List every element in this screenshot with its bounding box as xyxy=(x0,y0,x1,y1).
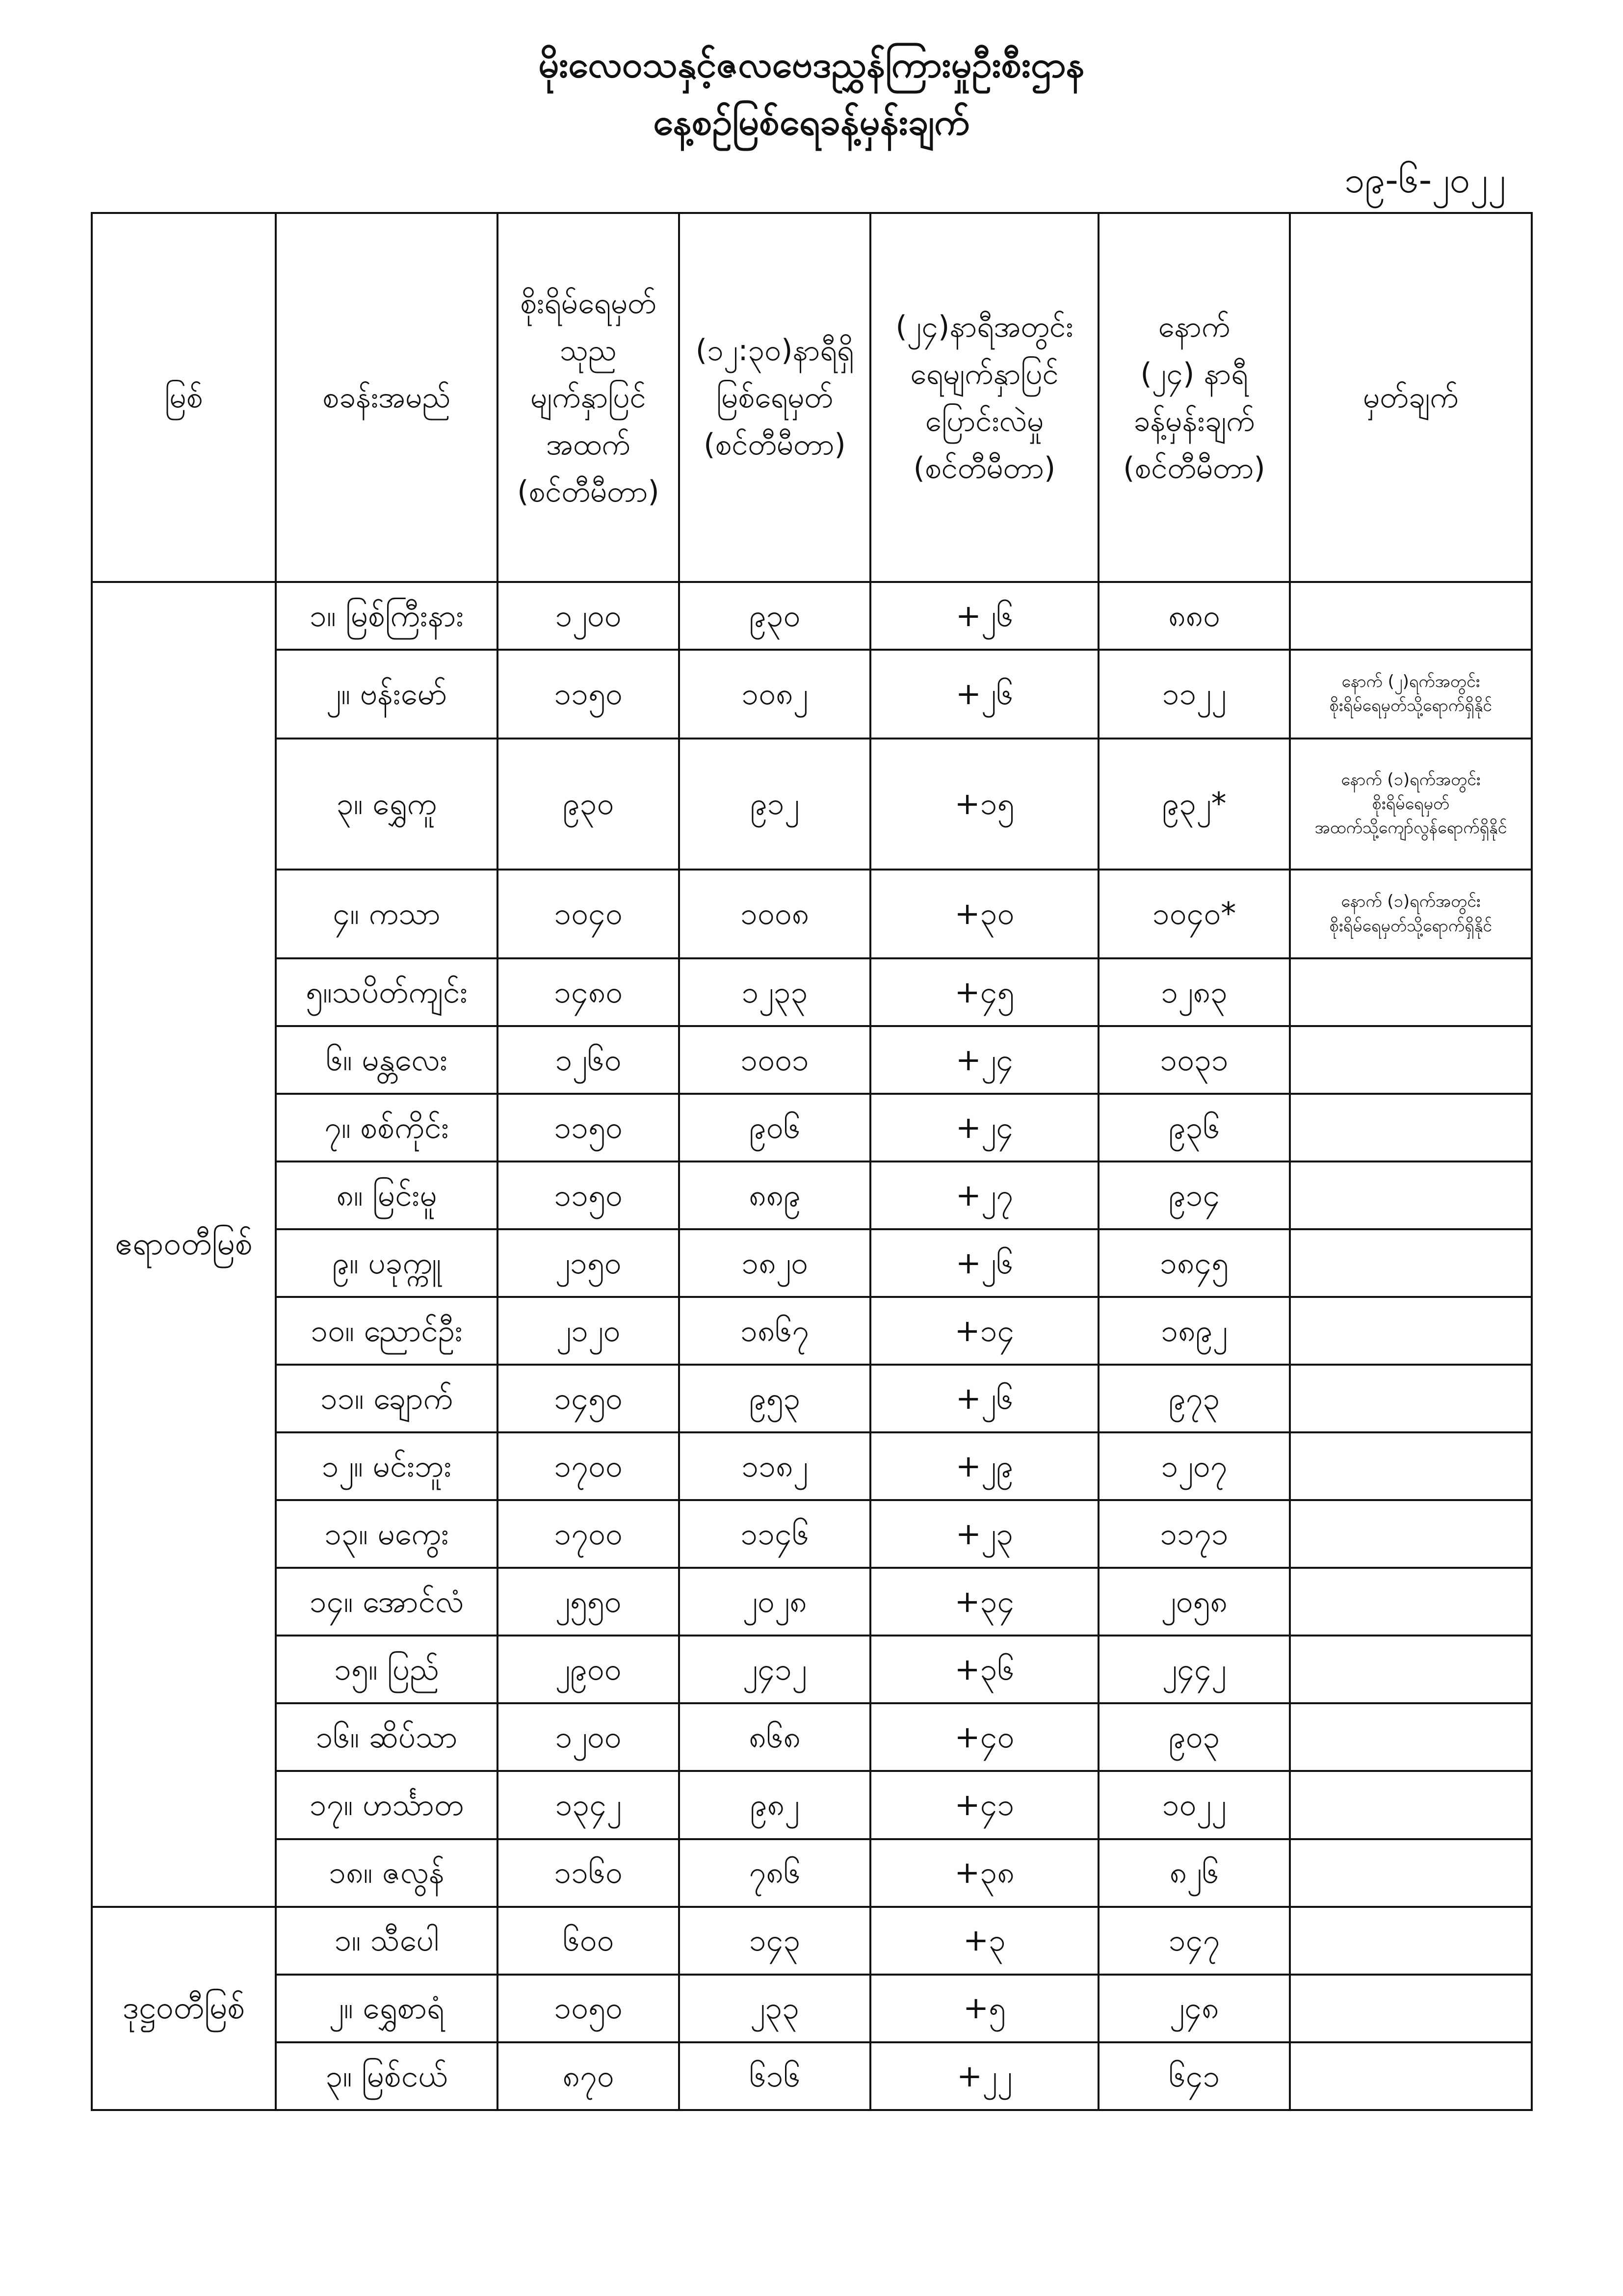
table-row xyxy=(92,1432,1532,1500)
forecast-cell: ၉၃၂* xyxy=(1099,739,1290,870)
remark-cell xyxy=(1290,1297,1532,1365)
change-cell: +၃ xyxy=(870,1907,1099,1975)
change-cell: +၂၉ xyxy=(870,1432,1099,1500)
change-cell: +၄၅ xyxy=(870,958,1099,1026)
forecast-cell: ၁၀၄၀* xyxy=(1099,870,1290,958)
river-name-cell: ဧရာဝတီမြစ် xyxy=(92,582,276,1907)
table-row xyxy=(92,1161,1532,1229)
change-cell: +၂၂ xyxy=(870,2042,1099,2110)
page-title: မိုးလေဝသနှင့်ဇလဗေဒညွှန်ကြားမှုဦးစီးဌာန xyxy=(538,44,1085,86)
current-level-cell: ၁၀၈၂ xyxy=(679,650,870,739)
column-header-danger-level: စိုးရိမ်ရေမှတ် သုည မျက်နှာပြင် အထက် (စင်တီမီတာ) xyxy=(497,213,679,582)
change-cell: +၃၆ xyxy=(870,1636,1099,1703)
forecast-cell: ၁၈၄၅ xyxy=(1099,1229,1290,1297)
current-level-cell: ၈၈၉ xyxy=(679,1161,870,1229)
table-row xyxy=(92,1703,1532,1771)
current-level-cell: ၉၃၀ xyxy=(679,582,870,650)
forecast-cell: ၁၄၇ xyxy=(1099,1907,1290,1975)
table-row xyxy=(92,1094,1532,1161)
remark-cell: နောက် (၁)ရက်အတွင်း စိုးရိမ်ရေမှတ်သို့ရောက်ရှိနိုင် xyxy=(1290,870,1532,958)
station-cell: ၅။သပိတ်ကျင်း xyxy=(276,958,497,1026)
remark-cell xyxy=(1290,958,1532,1026)
current-level-cell: ၁၈၆၇ xyxy=(679,1297,870,1365)
table-row xyxy=(92,739,1532,870)
change-cell: +၂၆ xyxy=(870,582,1099,650)
forecast-cell: ၂၄၈ xyxy=(1099,1975,1290,2042)
change-cell: +၂၆ xyxy=(870,650,1099,739)
current-level-cell: ၂၃၃ xyxy=(679,1975,870,2042)
current-level-cell: ၁၁၈၂ xyxy=(679,1432,870,1500)
table-row xyxy=(92,650,1532,739)
remark-cell xyxy=(1290,1703,1532,1771)
forecast-cell: ၆၄၁ xyxy=(1099,2042,1290,2110)
change-cell: +၃၄ xyxy=(870,1568,1099,1636)
column-header-current-level: (၁၂:၃၀)နာရီရှိ မြစ်ရေမှတ် (စင်တီမီတာ) xyxy=(679,213,870,582)
current-level-cell: ၁၀၀၁ xyxy=(679,1026,870,1094)
station-cell: ၁။ သီပေါ xyxy=(276,1907,497,1975)
station-cell: ၂။ ဗန်းမော် xyxy=(276,650,497,739)
station-cell: ၁၈။ ဇလွန် xyxy=(276,1839,497,1907)
current-level-cell: ၈၆၈ xyxy=(679,1703,870,1771)
forecast-cell: ၁၀၂၂ xyxy=(1099,1771,1290,1839)
danger-level-cell: ၁၂၆၀ xyxy=(497,1026,679,1094)
danger-level-cell: ၁၄၅၀ xyxy=(497,1365,679,1432)
column-header-remark: မှတ်ချက် xyxy=(1290,213,1532,582)
table-row xyxy=(92,870,1532,958)
remark-cell xyxy=(1290,1229,1532,1297)
remark-cell xyxy=(1290,1365,1532,1432)
danger-level-cell: ၁၀၅၀ xyxy=(497,1975,679,2042)
station-cell: ၂။ ရွှေစာရံ xyxy=(276,1975,497,2042)
station-cell: ၉။ ပခုက္ကူ xyxy=(276,1229,497,1297)
station-cell: ၃။ ရွှေကူ xyxy=(276,739,497,870)
current-level-cell: ၉၁၂ xyxy=(679,739,870,870)
remark-cell xyxy=(1290,1975,1532,2042)
danger-level-cell: ၂၉၀၀ xyxy=(497,1636,679,1703)
current-level-cell: ၁၂၃၃ xyxy=(679,958,870,1026)
current-level-cell: ၇၈၆ xyxy=(679,1839,870,1907)
station-cell: ၁၀။ ညောင်ဦး xyxy=(276,1297,497,1365)
forecast-cell: ၈၈၀ xyxy=(1099,582,1290,650)
danger-level-cell: ၂၁၅၀ xyxy=(497,1229,679,1297)
danger-level-cell: ၈၇၀ xyxy=(497,2042,679,2110)
report-date: ၁၉-၆-၂၀၂၂ xyxy=(1344,159,1506,201)
change-cell: +၄၁ xyxy=(870,1771,1099,1839)
danger-level-cell: ၁၇၀၀ xyxy=(497,1432,679,1500)
forecast-cell: ၉၃၆ xyxy=(1099,1094,1290,1161)
change-cell: +၄၀ xyxy=(870,1703,1099,1771)
danger-level-cell: ၁၃၄၂ xyxy=(497,1771,679,1839)
table-row xyxy=(92,958,1532,1026)
station-cell: ၁။ မြစ်ကြီးနား xyxy=(276,582,497,650)
danger-level-cell: ၆၀၀ xyxy=(497,1907,679,1975)
header-row xyxy=(92,213,1532,582)
table-row xyxy=(92,1297,1532,1365)
current-level-cell: ၂၄၁၂ xyxy=(679,1636,870,1703)
danger-level-cell: ၉၃၀ xyxy=(497,739,679,870)
station-cell: ၈။ မြင်းမူ xyxy=(276,1161,497,1229)
station-cell: ၁၄။ အောင်လံ xyxy=(276,1568,497,1636)
station-cell: ၃။ မြစ်ငယ် xyxy=(276,2042,497,2110)
station-cell: ၇။ စစ်ကိုင်း xyxy=(276,1094,497,1161)
forecast-cell: ၁၂၀၇ xyxy=(1099,1432,1290,1500)
page-subtitle: နေ့စဉ်မြစ်ရေခန့်မှန်းချက် xyxy=(653,101,970,143)
forecast-cell: ၂၄၄၂ xyxy=(1099,1636,1290,1703)
danger-level-cell: ၁၂၀၀ xyxy=(497,582,679,650)
column-header-station: စခန်းအမည် xyxy=(276,213,497,582)
change-cell: +၂၆ xyxy=(870,1229,1099,1297)
danger-level-cell: ၁၇၀၀ xyxy=(497,1500,679,1568)
current-level-cell: ၉၅၃ xyxy=(679,1365,870,1432)
table-body xyxy=(92,582,1532,2110)
remark-cell xyxy=(1290,582,1532,650)
remark-cell xyxy=(1290,1568,1532,1636)
change-cell: +၃၈ xyxy=(870,1839,1099,1907)
forecast-cell: ၁၀၃၁ xyxy=(1099,1026,1290,1094)
forecast-cell: ၁၂၈၃ xyxy=(1099,958,1290,1026)
current-level-cell: ၁၈၂၀ xyxy=(679,1229,870,1297)
station-cell: ၁၇။ ဟင်္သာတ xyxy=(276,1771,497,1839)
danger-level-cell: ၁၁၆၀ xyxy=(497,1839,679,1907)
forecast-cell: ၉၁၄ xyxy=(1099,1161,1290,1229)
table-row xyxy=(92,1365,1532,1432)
table-row xyxy=(92,1975,1532,2042)
danger-level-cell: ၂၁၂၀ xyxy=(497,1297,679,1365)
table-row xyxy=(92,1907,1532,1975)
current-level-cell: ၆၁၆ xyxy=(679,2042,870,2110)
column-header-forecast: နောက် (၂၄) နာရီ ခန့်မှန်းချက် (စင်တီမီတာ) xyxy=(1099,213,1290,582)
table-row xyxy=(92,1500,1532,1568)
remark-cell: နောက် (၂)ရက်အတွင်း စိုးရိမ်ရေမှတ်သို့ရောက်ရှိနိုင် xyxy=(1290,650,1532,739)
change-cell: +၁၅ xyxy=(870,739,1099,870)
remark-cell xyxy=(1290,1500,1532,1568)
forecast-cell: ၁၁၂၂ xyxy=(1099,650,1290,739)
change-cell: +၃၀ xyxy=(870,870,1099,958)
remark-cell xyxy=(1290,1907,1532,1975)
danger-level-cell: ၁၂၀၀ xyxy=(497,1703,679,1771)
current-level-cell: ၂၀၂၈ xyxy=(679,1568,870,1636)
station-cell: ၁၂။ မင်းဘူး xyxy=(276,1432,497,1500)
change-cell: +၂၄ xyxy=(870,1026,1099,1094)
column-header-change: (၂၄)နာရီအတွင်း ရေမျက်နှာပြင် ပြောင်းလဲမှု (စင်တီမီတာ) xyxy=(870,213,1099,582)
station-cell: ၁၆။ ဆိပ်သာ xyxy=(276,1703,497,1771)
remark-cell xyxy=(1290,1026,1532,1094)
station-cell: ၁၅။ ပြည် xyxy=(276,1636,497,1703)
danger-level-cell: ၂၅၅၀ xyxy=(497,1568,679,1636)
danger-level-cell: ၁၁၅၀ xyxy=(497,650,679,739)
station-cell: ၁၁။ ချောက် xyxy=(276,1365,497,1432)
station-cell: ၄။ ကသာ xyxy=(276,870,497,958)
forecast-cell: ၉၇၃ xyxy=(1099,1365,1290,1432)
danger-level-cell: ၁၄၈၀ xyxy=(497,958,679,1026)
remark-cell xyxy=(1290,1432,1532,1500)
remark-cell: နောက် (၁)ရက်အတွင်း စိုးရိမ်ရေမှတ် အထက်သို့ကျော်လွန်ရောက်ရှိနိုင် xyxy=(1290,739,1532,870)
forecast-cell: ၂၀၅၈ xyxy=(1099,1568,1290,1636)
remark-cell xyxy=(1290,1161,1532,1229)
remark-cell xyxy=(1290,1771,1532,1839)
change-cell: +၂၄ xyxy=(870,1094,1099,1161)
remark-cell xyxy=(1290,2042,1532,2110)
current-level-cell: ၉၀၆ xyxy=(679,1094,870,1161)
river-name-cell: ဒုဋ္ဌဝတီမြစ် xyxy=(92,1907,276,2110)
danger-level-cell: ၁၀၄၀ xyxy=(497,870,679,958)
change-cell: +၂၆ xyxy=(870,1365,1099,1432)
change-cell: +၂၃ xyxy=(870,1500,1099,1568)
current-level-cell: ၉၈၂ xyxy=(679,1771,870,1839)
table-row xyxy=(92,1839,1532,1907)
danger-level-cell: ၁၁၅၀ xyxy=(497,1161,679,1229)
forecast-cell: ၁၈၉၂ xyxy=(1099,1297,1290,1365)
station-cell: ၆။ မန္တလေး xyxy=(276,1026,497,1094)
table-row xyxy=(92,1771,1532,1839)
remark-cell xyxy=(1290,1094,1532,1161)
current-level-cell: ၁၀၀၈ xyxy=(679,870,870,958)
current-level-cell: ၁၄၃ xyxy=(679,1907,870,1975)
change-cell: +၂၇ xyxy=(870,1161,1099,1229)
table-row xyxy=(92,2042,1532,2110)
forecast-table xyxy=(91,212,1533,2111)
forecast-cell: ၁၁၇၁ xyxy=(1099,1500,1290,1568)
column-header-river: မြစ် xyxy=(92,213,276,582)
remark-cell xyxy=(1290,1839,1532,1907)
table-row xyxy=(92,1229,1532,1297)
station-cell: ၁၃။ မကွေး xyxy=(276,1500,497,1568)
table-row xyxy=(92,582,1532,650)
danger-level-cell: ၁၁၅၀ xyxy=(497,1094,679,1161)
current-level-cell: ၁၁၄၆ xyxy=(679,1500,870,1568)
forecast-cell: ၉၀၃ xyxy=(1099,1703,1290,1771)
table-row xyxy=(92,1636,1532,1703)
change-cell: +၅ xyxy=(870,1975,1099,2042)
table-row xyxy=(92,1026,1532,1094)
table-row xyxy=(92,1568,1532,1636)
change-cell: +၁၄ xyxy=(870,1297,1099,1365)
remark-cell xyxy=(1290,1636,1532,1703)
forecast-cell: ၈၂၆ xyxy=(1099,1839,1290,1907)
